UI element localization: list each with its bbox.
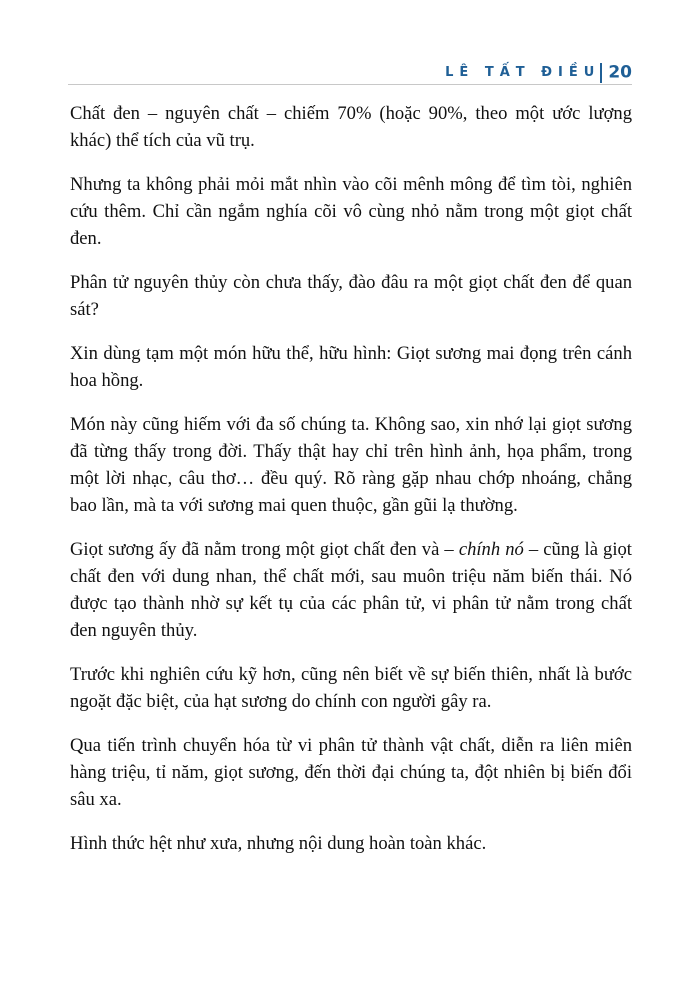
header-separator — [600, 63, 602, 83]
body-text — [70, 100, 632, 874]
paragraph: Phân tử nguyên thủy còn chưa thấy, đào đâu ra một giọt chất đen để quan sát? — [70, 272, 632, 320]
paragraph-text: Giọt sương ấy đã nằm trong một giọt chất đen và – — [70, 539, 459, 560]
paragraph: Chất đen – nguyên chất – chiếm 70% (hoặc 90%, theo một ước lượng khác) thể tích của vũ trụ. — [70, 103, 632, 151]
paragraph: Nhưng ta không phải mỏi mắt nhìn vào cõi mênh mông để tìm tòi, nghiên cứu thêm. Chỉ cần ngắm nghía cõi vô cùng nhỏ nằm trong một giọt chất đen. — [70, 174, 632, 249]
paragraph: Xin dùng tạm một món hữu thể, hữu hình: Giọt sương mai đọng trên cánh hoa hồng. — [70, 343, 632, 391]
paragraph: Qua tiến trình chuyển hóa từ vi phân tử thành vật chất, diễn ra liên miên hàng triệu, tỉ năm, giọt sương, đến thời đại chúng ta, đột nhiên bị biến đổi sâu xa. — [70, 735, 632, 810]
page-number: 20 — [608, 62, 632, 83]
paragraph-emphasis: chính nó — [458, 539, 524, 560]
paragraph: Hình thức hệt như xưa, nhưng nội dung hoàn toàn khác. — [70, 833, 487, 854]
header-author: LÊ TẤT ĐIỀU — [445, 65, 601, 80]
page-header — [68, 62, 632, 85]
paragraph: Trước khi nghiên cứu kỹ hơn, cũng nên biết về sự biến thiên, nhất là bước ngoặt đặc biệt, của hạt sương do chính con người gây ra. — [70, 664, 632, 712]
paragraph-text: – cũng là giọt chất đen với dung nhan, thể chất mới, sau muôn triệu năm biến thái. Nó được tạo thành nhờ sự kết tụ của các phân tử, vi phân tử nằm trong chất đen nguyên thủy. — [70, 539, 632, 641]
paragraph — [70, 536, 632, 644]
paragraph: Món này cũng hiếm với đa số chúng ta. Không sao, xin nhớ lại giọt sương đã từng thấy trong đời. Thấy thật hay chỉ trên hình ảnh, họa phẩm, trong một lời nhạc, câu thơ… đều quý. Rõ ràng gặp nhau chớp nhoáng, chẳng bao lần, mà ta với sương mai quen thuộc, gần gũi lạ thường. — [70, 414, 632, 516]
